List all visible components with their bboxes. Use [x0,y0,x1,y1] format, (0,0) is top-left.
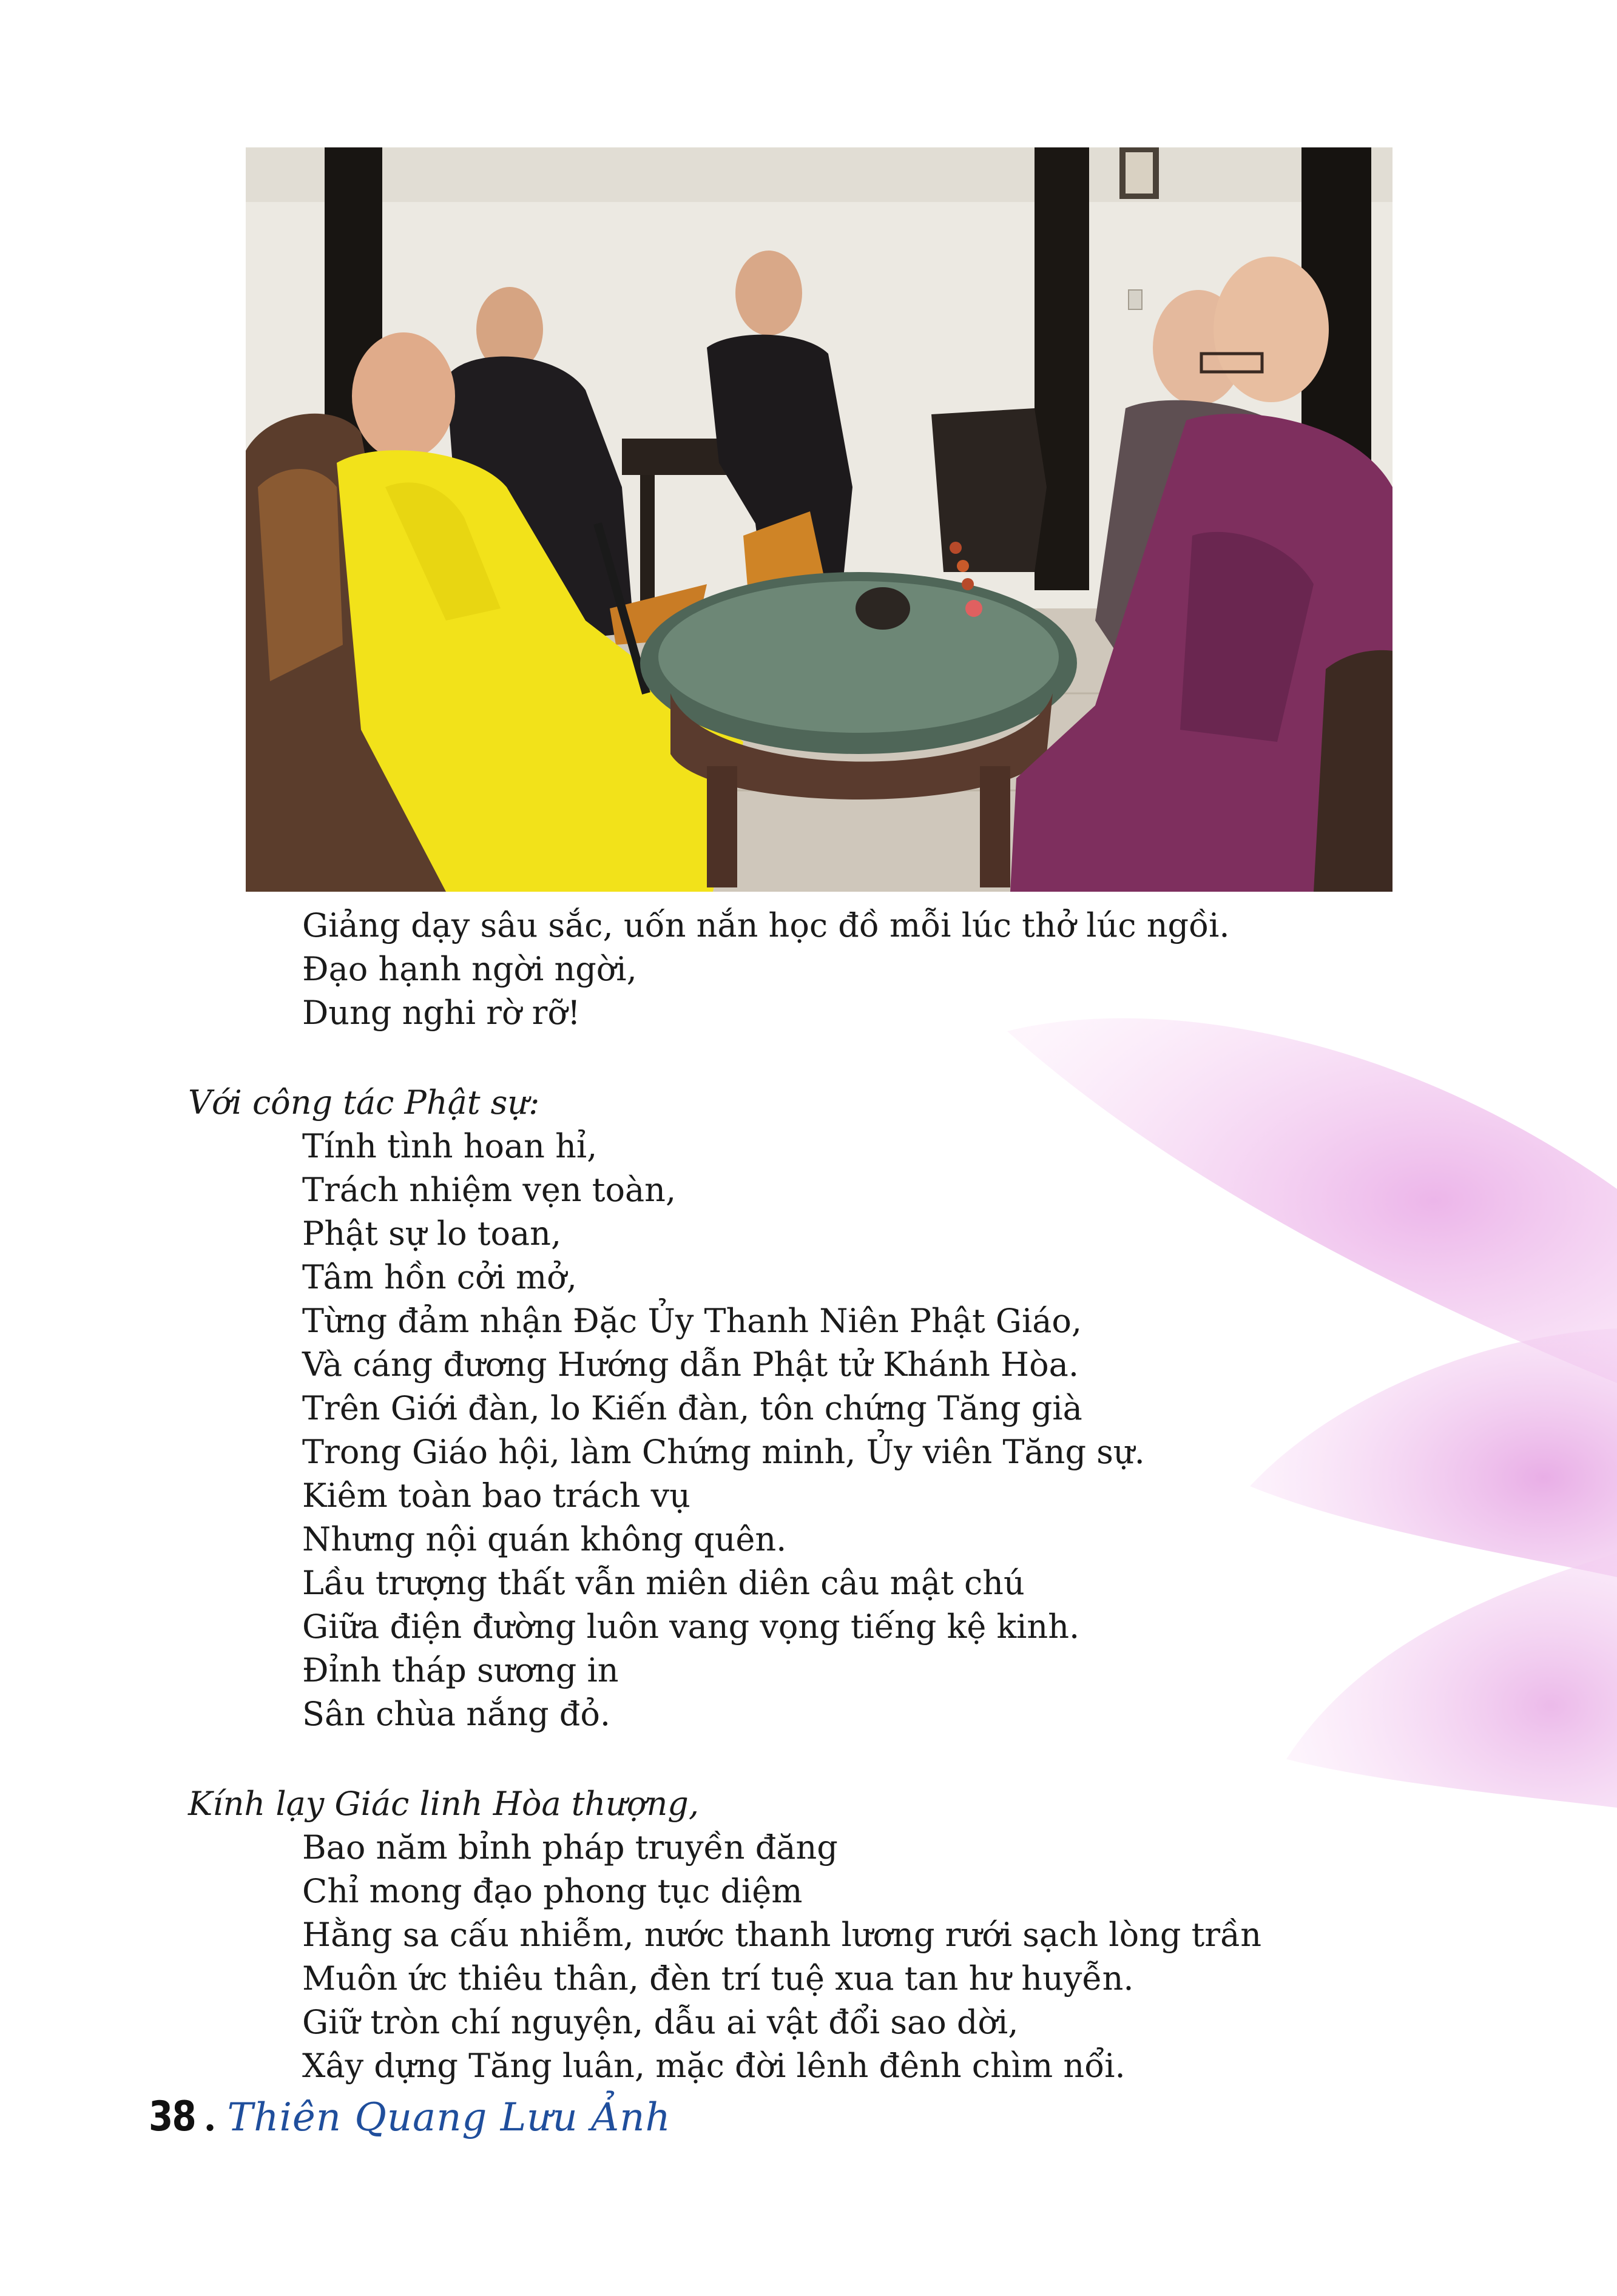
poem-line: Dung nghi rờ rỡ! [302,994,581,1032]
poem-line: Hằng sa cấu nhiễm, nước thanh lương rưới sạch lòng trần [302,1916,1261,1954]
poem-line: Muôn ức thiêu thân, đèn trí tuệ xua tan hư huyễn. [302,1959,1134,1998]
poem-line: Và cáng đương Hướng dẫn Phật tử Khánh Hòa. [302,1345,1079,1384]
petal-lower [1286,1553,1617,1808]
poem-line: Giữa điện đường luôn vang vọng tiếng kệ kinh. [302,1608,1080,1646]
section-heading: Với công tác Phật sự: [188,1083,540,1122]
page-number: 38 [149,2093,196,2141]
poem-line: Trên Giới đàn, lo Kiến đàn, tôn chứng Tăng già [302,1389,1082,1427]
poem-line: Chỉ mong đạo phong tục diệm [302,1872,803,1910]
poem-line: Bao năm bỉnh pháp truyền đăng [302,1828,838,1867]
page-footer [149,2093,671,2147]
poem-line: Giữ tròn chí nguyện, dẫu ai vật đổi sao dời, [302,2003,1019,2041]
photo-monks-gathering [246,147,1393,892]
poem-line: Lầu trượng thất vẫn miên diên câu mật chú [302,1564,1025,1602]
poem-line: Phật sự lo toan, [302,1214,562,1253]
petal-upper [1007,1018,1617,1383]
poem-line: Trách nhiệm vẹn toàn, [302,1171,677,1209]
poem-line: Đỉnh tháp sương in [302,1651,619,1689]
poem-line: Tâm hồn cởi mở, [302,1258,577,1296]
section-heading: Kính lạy Giác linh Hòa thượng, [188,1785,699,1823]
poem-line: Từng đảm nhận Đặc Ủy Thanh Niên Phật Giáo, [302,1302,1082,1340]
poem-line: Kiêm toàn bao trách vụ [302,1476,690,1515]
poem-line: Trong Giáo hội, làm Chứng minh, Ủy viên Tăng sự. [302,1433,1145,1471]
poem-line: Đạo hạnh ngời ngời, [302,950,637,988]
book-title: Thiên Quang Lưu Ảnh [227,2095,671,2140]
poem-line: Tính tình hoan hỉ, [302,1127,598,1165]
poem-line: Nhưng nội quán không quên. [302,1520,787,1558]
poem-line: Giảng dạy sâu sắc, uốn nắn học đồ mỗi lúc thở lúc ngồi. [302,906,1230,944]
poem-line: Sân chùa nắng đỏ. [302,1695,611,1733]
poem-line: Xây dựng Tăng luân, mặc đời lênh đênh chìm nổi. [302,2047,1126,2085]
petal-middle [1250,1328,1617,1577]
footer-separator: . [203,2097,217,2139]
